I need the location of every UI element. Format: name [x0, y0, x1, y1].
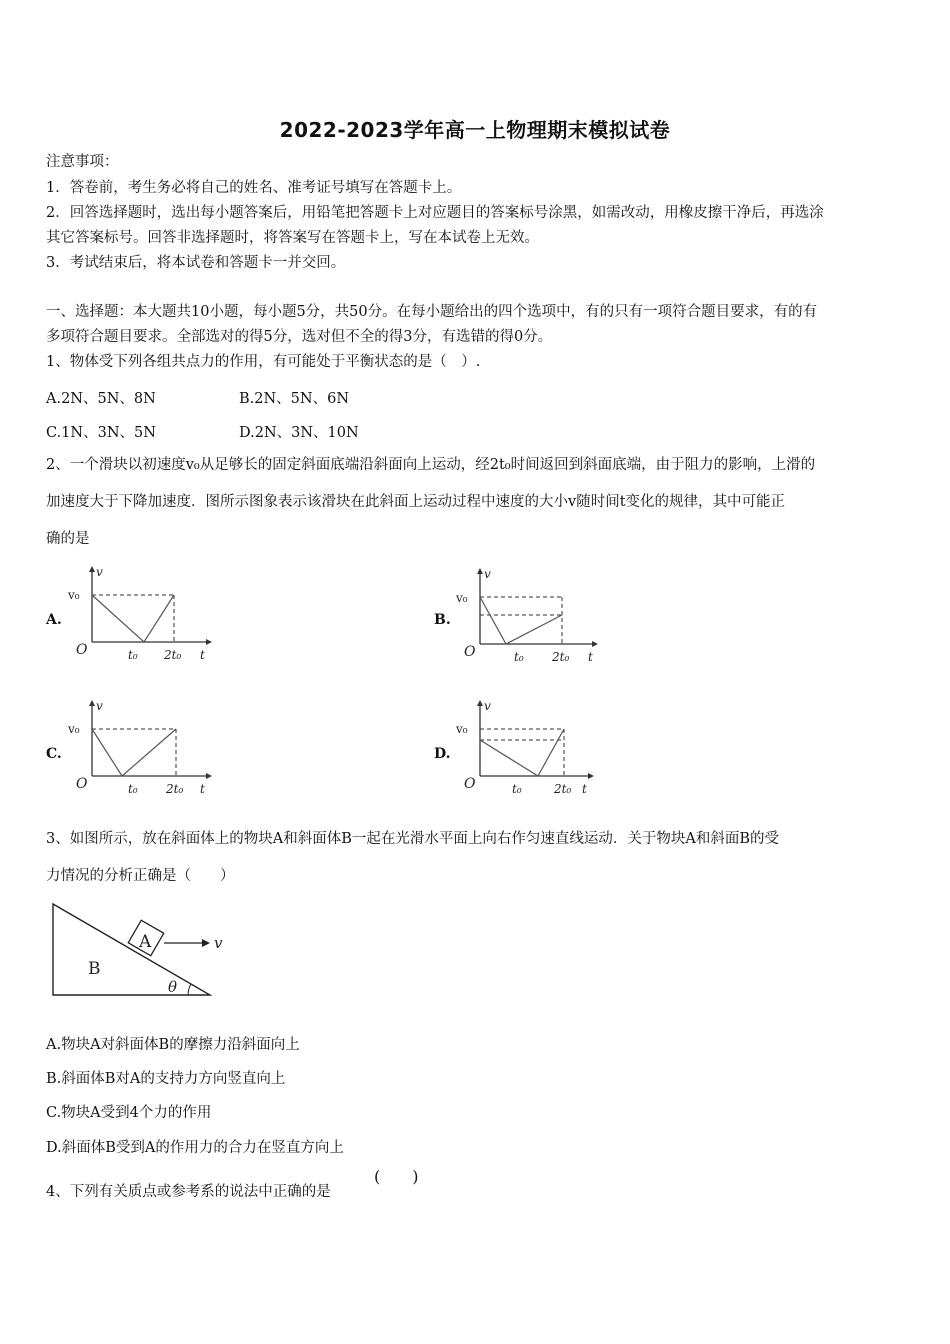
t-axis-arrow-icon [206, 773, 212, 779]
q1-stem: 1、物体受下列各组共点力的作用，有可能处于平衡状态的是（ ）. [46, 354, 481, 370]
t-axis-arrow-icon [592, 641, 598, 647]
v-axis-arrow-icon [89, 566, 95, 572]
v-axis-label: v [96, 699, 103, 713]
q3-option-d: D.斜面体B受到A的作用力的合力在竖直方向上 [46, 1140, 344, 1156]
incline-b-label: B [88, 959, 101, 979]
v0-label: v₀ [456, 591, 468, 605]
angle-label: θ [168, 978, 178, 996]
q1-option-d: D.2N、3N、10N [239, 425, 359, 441]
page-title: 2022-2023学年高一上物理期末模拟试卷 [279, 118, 671, 142]
q4-answer-paren: ( ) [374, 1167, 419, 1186]
q1-option-c: C.1N、3N、5N [46, 425, 156, 441]
2t0-label: 2t₀ [552, 650, 570, 664]
q2-line1: 2、一个滑块以初速度v₀从足够长的固定斜面底端沿斜面向上运动，经2t₀时间返回到斜面底端，由于阻力的影响，上滑的 [46, 457, 816, 473]
q1-option-a: A.2N、5N、8N [46, 391, 156, 407]
t-axis-label: t [200, 648, 205, 662]
q3-option-b: B.斜面体B对A的支持力方向竖直向上 [46, 1071, 286, 1087]
v-axis-label: v [484, 567, 491, 581]
q2-line2: 加速度大于下降加速度．图所示图象表示该滑块在此斜面上运动过程中速度的大小v随时间t变化的规律，其中可能正 [46, 494, 786, 510]
2t0-label: 2t₀ [164, 648, 182, 662]
q2-graph-d-label: D. [434, 746, 451, 762]
notice-item-3: 3．考试结束后，将本试卷和答题卡一并交回。 [46, 255, 346, 271]
origin-label: O [76, 776, 88, 792]
v-axis-arrow-icon [477, 568, 483, 574]
q4-stem: 4、下列有关质点或参考系的说法中正确的是 [46, 1184, 331, 1200]
q2-graph-c-label: C. [46, 746, 62, 762]
q1-option-b: B.2N、5N、6N [239, 391, 350, 407]
t-axis-arrow-icon [588, 773, 594, 779]
v0-label: v₀ [456, 722, 468, 736]
notice-item-2-line1: 2．回答选择题时，选出每小题答案后，用铅笔把答题卡上对应题目的答案标号涂黑，如需改动，用橡皮擦干净后，再选涂 [46, 205, 824, 221]
velocity-curve [92, 729, 176, 776]
origin-label: O [464, 776, 476, 792]
notice-item-1: 1．答卷前，考生务必将自己的姓名、准考证号填写在答题卡上。 [46, 180, 462, 196]
q2-graph-a [66, 562, 226, 666]
q2-line3: 确的是 [46, 531, 90, 547]
origin-label: O [76, 642, 88, 658]
t0-label: t₀ [128, 648, 138, 662]
q3-incline-figure [50, 900, 240, 1000]
q3-line1: 3、如图所示，放在斜面体上的物块A和斜面体B一起在光滑水平面上向右作匀速直线运动．关于物块A和斜面B的受 [46, 831, 779, 847]
block-a-label: A [139, 932, 152, 952]
notice-heading: 注意事项： [46, 154, 119, 170]
t0-label: t₀ [514, 650, 524, 664]
velocity-label: v [214, 934, 223, 952]
v-axis-label: v [484, 699, 491, 713]
v0-label: v₀ [68, 588, 80, 602]
q3-option-c: C.物块A受到4个力的作用 [46, 1105, 212, 1121]
q2-graph-a-label: A. [46, 612, 62, 628]
t0-label: t₀ [512, 782, 522, 796]
origin-label: O [464, 644, 476, 660]
t-axis-label: t [200, 782, 205, 796]
q2-graph-c [66, 696, 226, 800]
v-axis-label: v [96, 565, 103, 579]
velocity-curve [480, 729, 564, 776]
incline-b [53, 904, 210, 995]
q3-option-a: A.物块A对斜面体B的摩擦力沿斜面向上 [46, 1037, 300, 1053]
2t0-label: 2t₀ [554, 782, 572, 796]
t-axis-label: t [588, 650, 593, 664]
q3-line2: 力情况的分析正确是（ ） [46, 868, 235, 884]
q2-graph-b-label: B. [434, 612, 451, 628]
notice-item-2-line2: 其它答案标号。回答非选择题时，将答案写在答题卡上，写在本试卷上无效。 [46, 230, 539, 246]
v0-label: v₀ [68, 722, 80, 736]
v-axis-arrow-icon [89, 700, 95, 706]
t-axis-arrow-icon [206, 639, 212, 645]
q2-graph-b [454, 564, 614, 668]
q2-graph-d [454, 696, 614, 800]
v-axis-arrow-icon [477, 700, 483, 706]
section1-line2: 多项符合题目要求。全部选对的得5分，选对但不全的得3分，有选错的得0分。 [46, 329, 553, 345]
velocity-curve [480, 597, 562, 644]
angle-arc [188, 984, 191, 995]
velocity-curve [92, 595, 174, 642]
2t0-label: 2t₀ [166, 782, 184, 796]
section1-line1: 一、选择题：本大题共10小题，每小题5分，共50分。在每小题给出的四个选项中，有的只有一项符合题目要求，有的有 [46, 304, 818, 320]
arrow-right-icon [202, 939, 210, 947]
t-axis-label: t [582, 782, 587, 796]
t0-label: t₀ [128, 782, 138, 796]
